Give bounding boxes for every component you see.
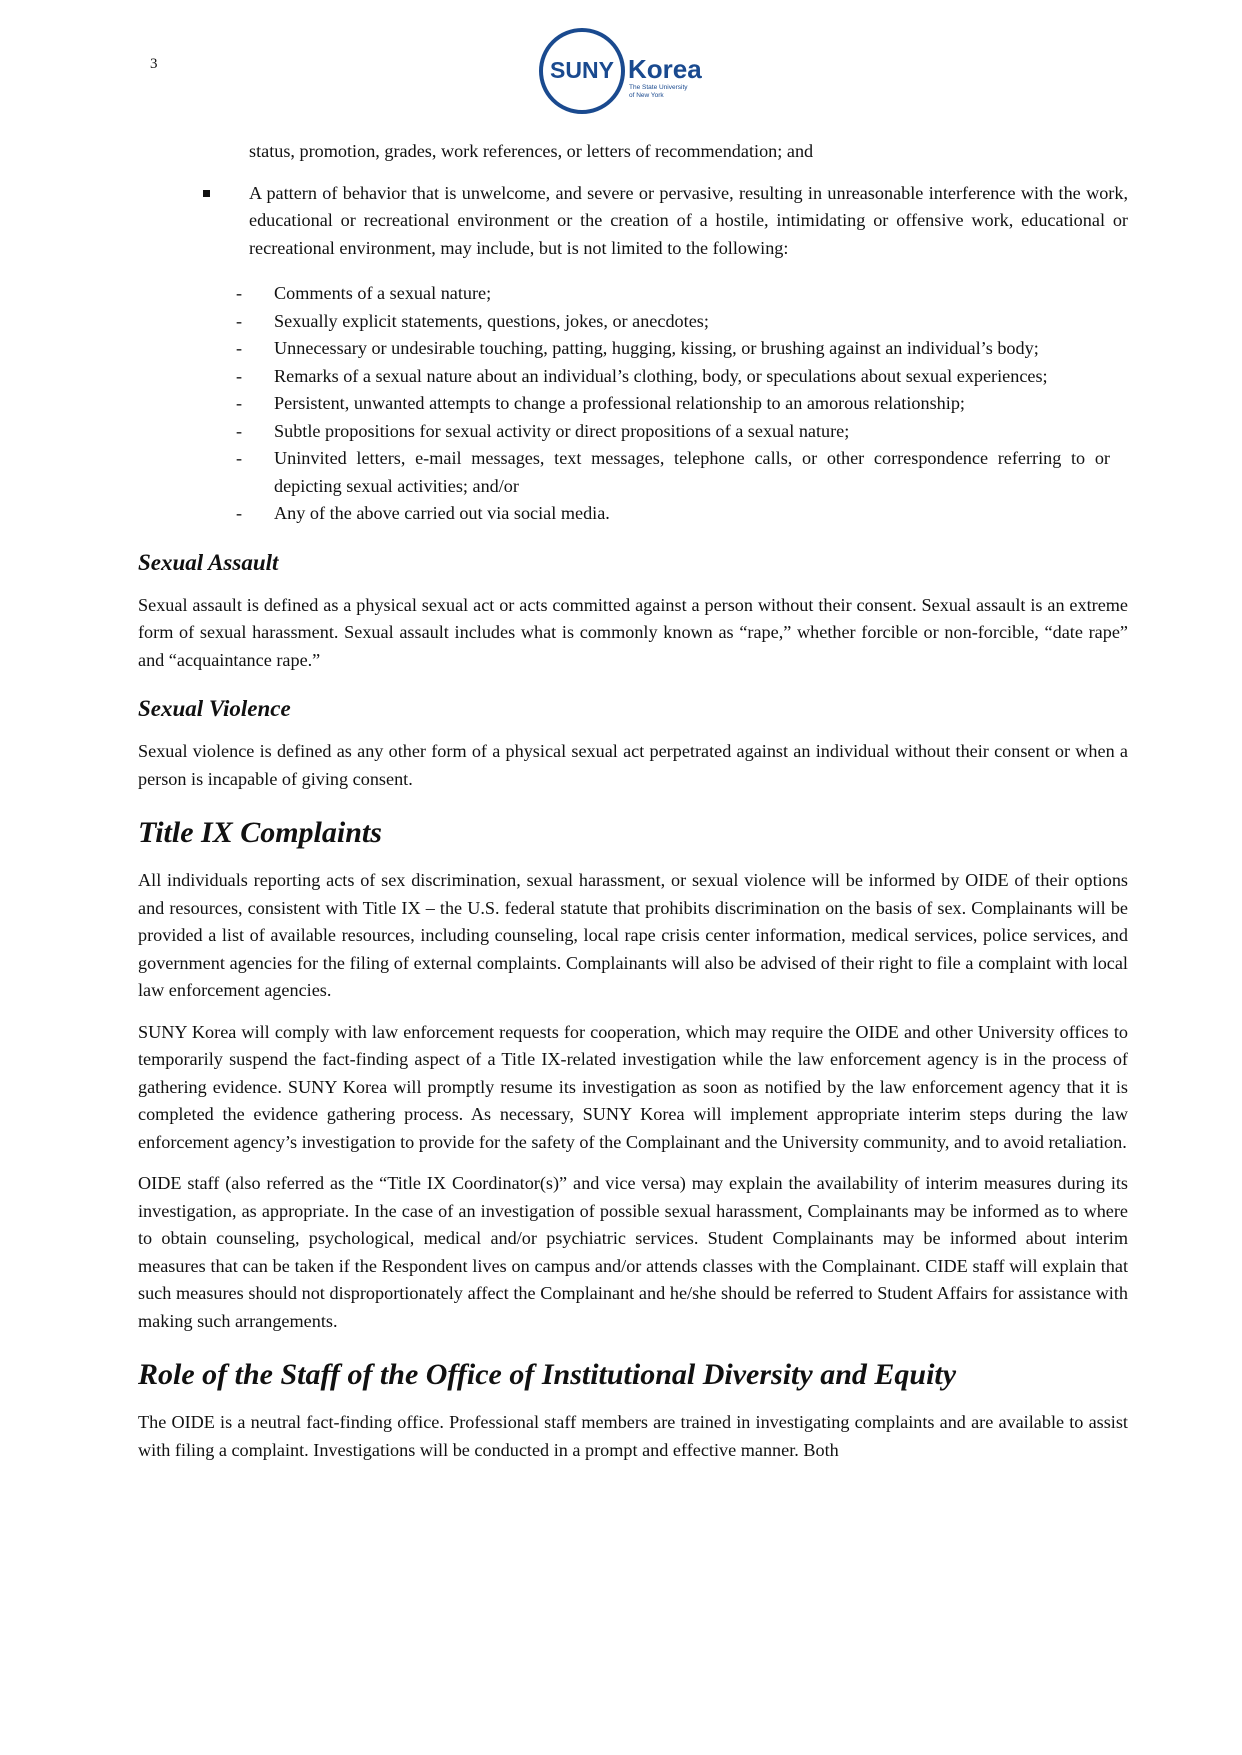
heading-sexual-assault: Sexual Assault — [138, 549, 279, 575]
bullet-text: A pattern of behavior that is unwelcome, and severe or pervasive, resulting in unreasonable interference with the work, educational or recreational environment or the creation of a hostile, intimidating or offensive work, educational or recreational environment, may include, but is not limited to the following: — [249, 182, 1128, 258]
heading-title-ix-complaints: Title IX Complaints — [138, 816, 382, 849]
heading-sexual-violence: Sexual Violence — [138, 696, 291, 721]
list-item: - Sexually explicit statements, questions, jokes, or anecdotes; — [236, 310, 709, 331]
paragraph-title-ix-1: All individuals reporting acts of sex discrimination, sexual harassment, or sexual violence will be informed by OIDE of their options and resources, consistent with Title IX – the U.S. federal statute that prohibits discrimination on the basis of sex. Complainants will be provided a list of available resources, including counseling, local rape crisis center information, medical services, police services, and government agencies for the filing of external complaints. Complainants will also be advised of their right to file a complaint with local law enforcement agencies. — [138, 870, 1128, 1000]
list-item: - Unnecessary or undesirable touching, patting, hugging, kissing, or brushing against an individual’s body; — [236, 338, 1039, 358]
logo-tagline-1: The State University — [629, 84, 688, 91]
paragraph-sexual-assault: Sexual assault is defined as a physical sexual act or acts committed against a person without their consent. Sexual assault is an extreme form of sexual harassment. Sexual assault includes what is commonly known as “rape,” whether forcible or non-forcible, “date rape” and “acquaintance rape.” — [138, 594, 1128, 670]
heading-role-of-staff: Role of the Staff of the Office of Institutional Diversity and Equity — [138, 1358, 957, 1391]
logo-korea-text: Korea — [628, 54, 702, 84]
page-number: 3 — [150, 56, 158, 72]
paragraph-title-ix-3: OIDE staff (also referred as the “Title IX Coordinator(s)” and vice versa) may explain the availability of interim measures during its investigation, as appropriate. In the case of an investigation of possible sexual harassment, Complainants may be informed as to where to obtain counseling, psychological, medical and/or psychiatric services. Student Complainants may be informed about interim measures that can be taken if the Respondent lives on campus and/or attends classes with the Complainant. CIDE staff will explain that such measures should not disproportionately affect the Complainant and he/she should be referred to Student Affairs for assistance with making such arrangements. — [138, 1173, 1128, 1331]
list-item: - Any of the above carried out via social media. — [236, 503, 610, 523]
paragraph-role-of-staff: The OIDE is a neutral fact-finding office. Professional staff members are trained in investigating complaints and are available to assist with filing a complaint. Investigations will be conducted in a prompt and effective manner. Both — [138, 1412, 1128, 1460]
list-item: - Persistent, unwanted attempts to change a professional relationship to an amorous relationship; — [236, 393, 965, 413]
paragraph-sexual-violence: Sexual violence is defined as any other form of a physical sexual act perpetrated against an individual without their consent or when a person is incapable of giving consent. — [138, 741, 1128, 789]
list-item: - Uninvited letters, e-mail messages, text messages, telephone calls, or other correspondence referring to or depicting sexual activities; and/or — [236, 448, 1110, 496]
suny-korea-logo — [538, 26, 708, 116]
paragraph-title-ix-2: SUNY Korea will comply with law enforcement requests for cooperation, which may require the OIDE and other University offices to temporarily suspend the fact-finding aspect of a Title IX-related investigation while the law enforcement agency is in the process of gathering evidence. SUNY Korea will promptly resume its investigation as soon as notified by the law enforcement agency that it is completed the evidence gathering process. As necessary, SUNY Korea will implement appropriate interim steps during the law enforcement agency’s investigation to provide for the safety of the Complainant and the University community, and to avoid retaliation. — [138, 1021, 1128, 1152]
list-item: - Remarks of a sexual nature about an individual’s clothing, body, or speculations about sexual experiences; — [236, 365, 1048, 386]
list-item: - Comments of a sexual nature; — [236, 283, 492, 303]
square-bullet-icon — [203, 190, 210, 197]
list-item: - Subtle propositions for sexual activity or direct propositions of a sexual nature; — [236, 420, 850, 441]
continuation-line: status, promotion, grades, work references, or letters of recommendation; and — [249, 141, 814, 161]
bullet-item — [249, 180, 1128, 263]
logo-suny-text: SUNY — [550, 57, 614, 83]
logo-tagline-2: of New York — [629, 92, 664, 99]
document-body — [138, 138, 1128, 1478]
dash-list — [138, 280, 1128, 528]
